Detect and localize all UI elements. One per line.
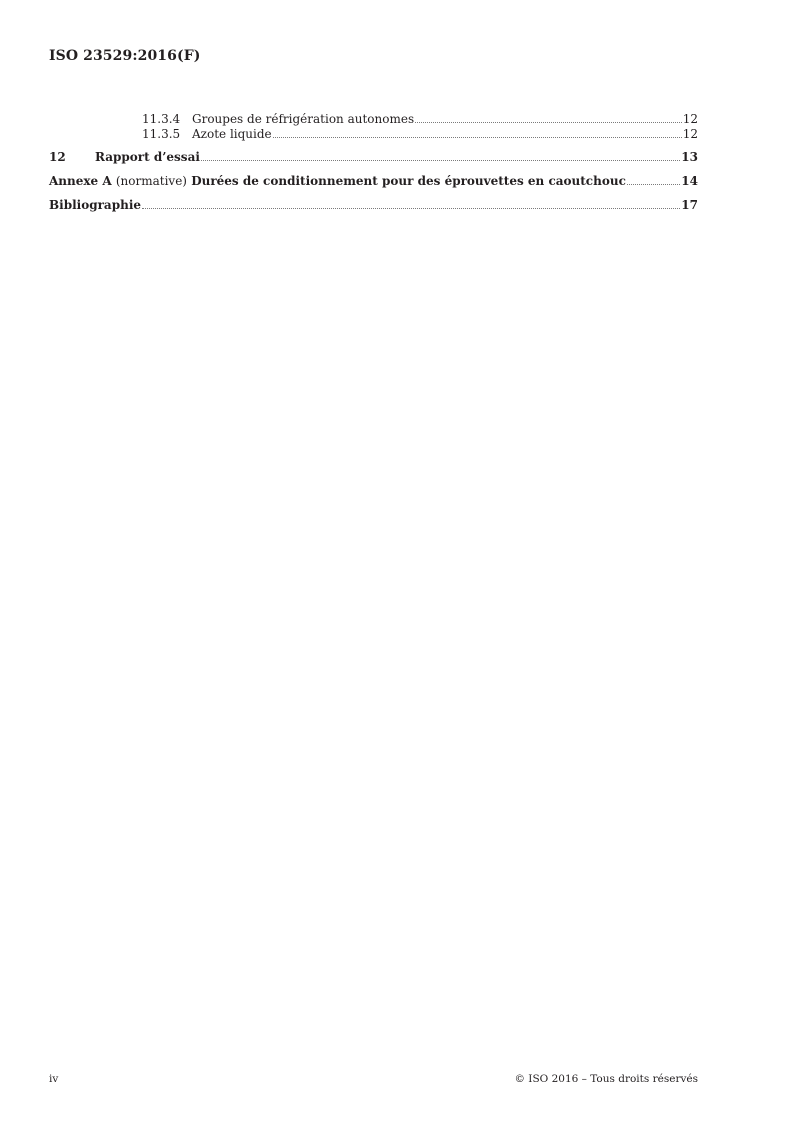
table-of-contents xyxy=(49,112,698,215)
toc-entry-title: Groupes de réfrigération autonomes xyxy=(192,112,415,126)
toc-entry-number: 12 xyxy=(49,150,66,164)
dot-leader xyxy=(415,122,682,123)
dot-leader xyxy=(201,160,680,161)
toc-entry-11-3-5[interactable] xyxy=(49,127,698,142)
toc-entry-title xyxy=(49,171,626,191)
dot-leader xyxy=(142,208,680,209)
page-footer xyxy=(49,1073,698,1085)
toc-entry-annex-a[interactable] xyxy=(49,171,698,191)
page-number: iv xyxy=(49,1073,59,1085)
toc-entry-page: 12 xyxy=(682,112,698,126)
toc-entry-page: 14 xyxy=(681,174,698,188)
toc-entry-11-3-4[interactable] xyxy=(49,112,698,127)
toc-entry-page: 12 xyxy=(682,127,698,141)
copyright-notice: © ISO 2016 – Tous droits réservés xyxy=(514,1073,698,1085)
annex-prefix: Annexe A xyxy=(49,174,112,188)
toc-entry-page: 13 xyxy=(681,150,698,164)
dot-leader xyxy=(627,184,680,185)
annex-qualifier: (normative) xyxy=(115,174,187,188)
annex-title: Durées de conditionnement pour des éprouvettes en caoutchouc xyxy=(191,174,626,188)
document-header-id: ISO 23529:2016(F) xyxy=(49,48,201,64)
toc-entry-clause-12[interactable] xyxy=(49,147,698,167)
toc-entry-number: 11.3.4 xyxy=(142,112,181,126)
toc-entry-title: Azote liquide xyxy=(192,127,272,141)
dot-leader xyxy=(273,137,682,138)
toc-entry-bibliography[interactable] xyxy=(49,195,698,215)
toc-entry-title: Rapport d’essai xyxy=(95,150,200,164)
toc-entry-title: Bibliographie xyxy=(49,198,142,212)
toc-entry-number: 11.3.5 xyxy=(142,127,181,141)
toc-entry-page: 17 xyxy=(681,198,698,212)
